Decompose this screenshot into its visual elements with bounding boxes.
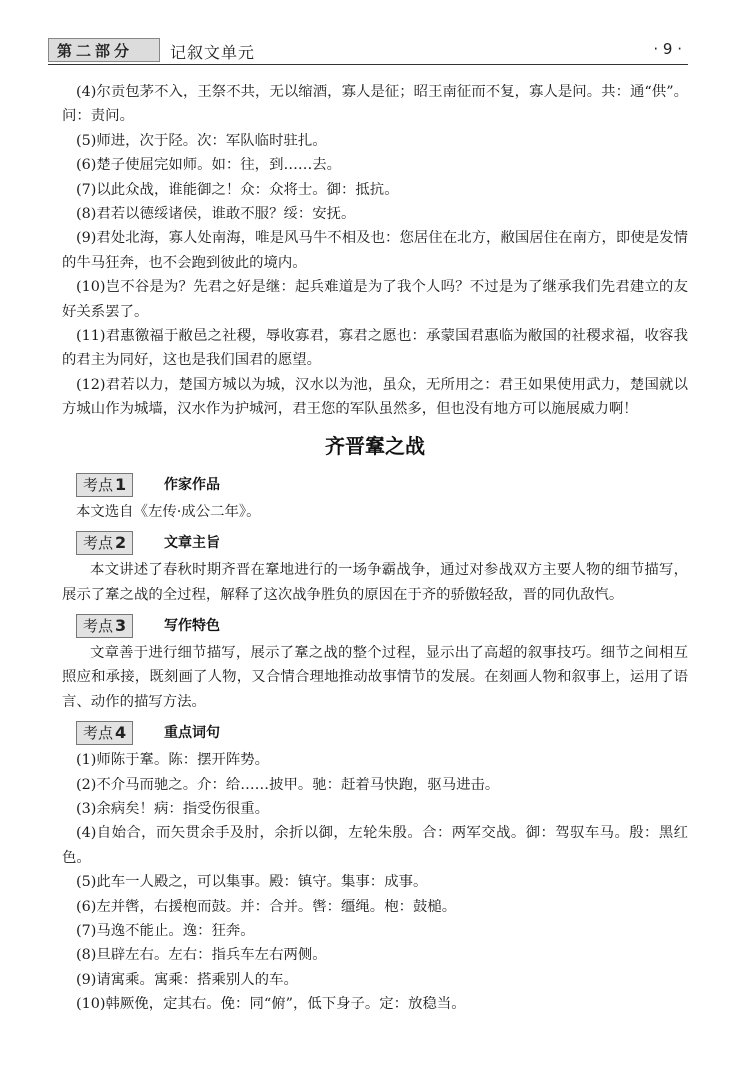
kaodian-label: 作家作品 — [164, 476, 220, 493]
kaodian-body: 本文选自《左传·成公二年》。 — [76, 503, 261, 520]
note-item: (5)师进，次于陉。次：军队临时驻扎。 — [76, 132, 327, 149]
kaodian-heading-1 — [62, 470, 688, 498]
note-item: (11)君惠徼福于敝邑之社稷，辱收寡君，寡君之愿也：承蒙国君惠临为敝国的社稷求福，收容我的君主为同好，这也是我们国君的愿望。 — [62, 328, 688, 369]
kaodian-label: 写作特色 — [164, 617, 220, 634]
keyword-item: (7)马逸不能止。逸：狂奔。 — [76, 922, 255, 939]
kaodian-badge — [76, 614, 133, 638]
content — [62, 80, 688, 1017]
kaodian-number: 4 — [115, 723, 127, 743]
running-header — [48, 38, 688, 65]
kaodian-number: 3 — [115, 615, 127, 635]
kaodian-prefix: 考点 — [83, 475, 114, 494]
page-number: · 9 · — [653, 40, 682, 58]
kaodian-number: 2 — [115, 533, 127, 553]
kaodian-heading-2 — [62, 528, 688, 556]
kaodian-badge — [76, 473, 133, 497]
kaodian-body: 本文讲述了春秋时期齐晋在鞌地进行的一场争霸战争，通过对参战双方主要人物的细节描写，展示了鞌之战的全过程，解释了这次战争胜负的原因在于齐的骄傲轻敌，晋的同仇敌忾。 — [62, 562, 688, 603]
kaodian-label: 重点词句 — [164, 725, 220, 742]
keyword-item: (10)韩厥俛，定其右。俛：同“俯”，低下身子。定：放稳当。 — [76, 996, 466, 1013]
unit-name: 记叙文单元 — [170, 43, 256, 62]
keyword-item: (9)请寓乘。寓乘：搭乘别人的车。 — [76, 971, 298, 988]
kaodian-label: 文章主旨 — [164, 535, 220, 552]
kaodian-heading-4 — [62, 718, 688, 746]
kaodian-badge — [76, 531, 133, 555]
note-item: (7)以此众战，谁能御之！众：众将士。御：抵抗。 — [76, 181, 399, 198]
kaodian-body: 文章善于进行细节描写，展示了鞌之战的整个过程，显示出了高超的叙事技巧。细节之间相互照应和承接，既刻画了人物，又合情合理地推动故事情节的发展。在刻画人物和叙事上，运用了语言、动作的描写方法。 — [62, 644, 688, 710]
keyword-item: (8)旦辟左右。左右：指兵车左右两侧。 — [76, 947, 327, 964]
keyword-item: (3)余病矣！病：指受伤很重。 — [76, 800, 270, 817]
keyword-item: (4)自始合，而矢贯余手及肘，余折以御，左轮朱殷。合：两军交战。御：驾驭车马。殷：黑红色。 — [62, 825, 688, 866]
keyword-item: (1)师陈于鞌。陈：摆开阵势。 — [76, 752, 270, 769]
keyword-item: (2)不介马而驰之。介：给……披甲。驰：赶着马快跑，驱马进击。 — [76, 776, 500, 793]
note-item: (12)君若以力，楚国方城以为城，汉水以为池，虽众，无所用之：君王如果使用武力，楚国就以方城山作为城墙，汉水作为护城河，君王您的军队虽然多，但也没有地方可以施展威力啊！ — [62, 376, 688, 418]
kaodian-badge — [76, 721, 133, 745]
kaodian-prefix: 考点 — [83, 724, 114, 743]
note-item: (4)尔贡包茅不入，王祭不共，无以缩酒，寡人是征；昭王南征而不复，寡人是问。共：通“供”。问：责问。 — [62, 84, 688, 125]
note-item: (9)君处北海，寡人处南海，唯是风马牛不相及也：您居住在北方，敝国居住在南方，即使是发情的牛马狂奔，也不会跑到彼此的境内。 — [62, 230, 688, 271]
kaodian-prefix: 考点 — [83, 534, 114, 553]
keyword-item: (5)此车一人殿之，可以集事。殿：镇守。集事：成事。 — [76, 874, 428, 891]
section-title: 齐晋鞌之战 — [325, 433, 425, 458]
note-item: (8)君若以德绥诸侯，谁敢不服？绥：安抚。 — [76, 206, 356, 223]
keyword-item: (6)左并辔，右援枹而鼓。并：合并。辔：缰绳。枹：鼓槌。 — [76, 898, 457, 915]
kaodian-prefix: 考点 — [83, 616, 114, 635]
kaodian-heading-3 — [62, 611, 688, 639]
note-item: (6)楚子使屈完如师。如：往，到……去。 — [76, 157, 342, 174]
part-label: 第二部分 — [48, 38, 160, 62]
note-item: (10)岂不谷是为？先君之好是继：起兵难道是为了我个人吗？不过是为了继承我们先君建立的友好关系罢了。 — [62, 279, 688, 320]
kaodian-number: 1 — [115, 474, 127, 494]
